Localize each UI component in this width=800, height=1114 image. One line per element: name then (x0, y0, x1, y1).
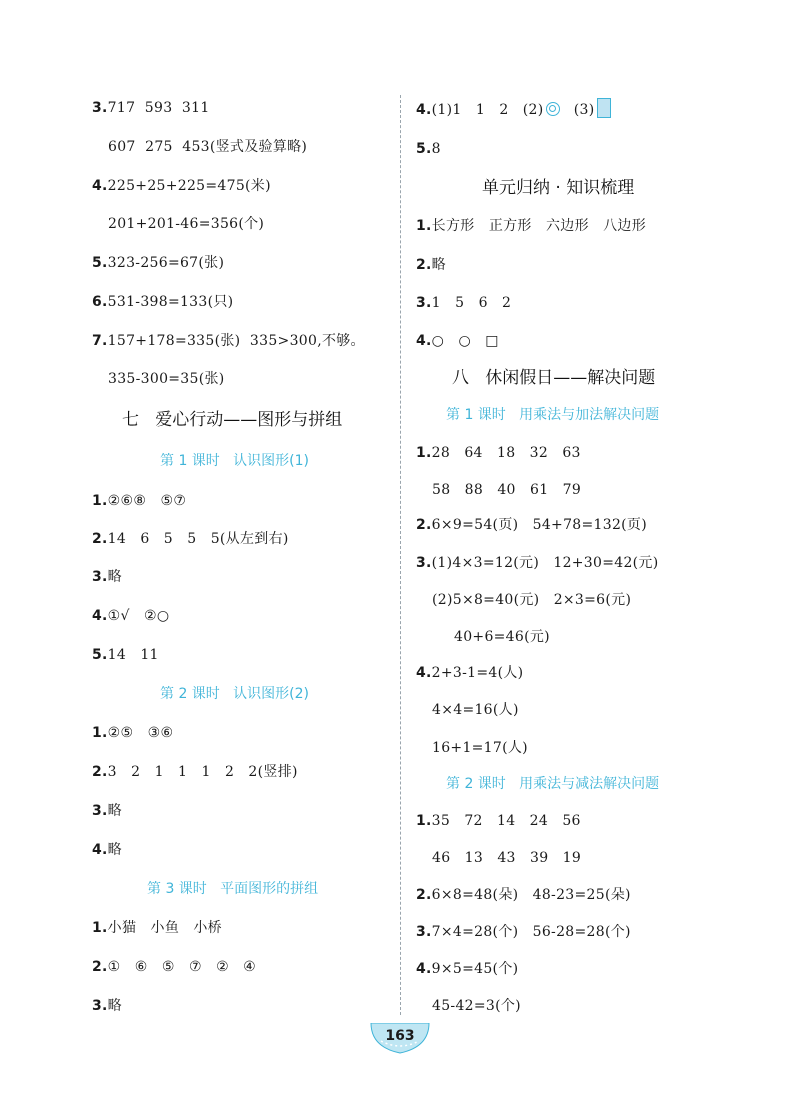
answer-line: 3.717 593 311 (92, 100, 210, 116)
answer-line: 58 88 40 61 79 (432, 482, 582, 498)
answer-line: 4.225+25+225=475(米) (92, 178, 271, 194)
answer-line: 2.6×9=54(页) 54+78=132(页) (416, 517, 647, 533)
answer-line: 16+1=17(人) (432, 740, 528, 756)
page-number-badge (367, 1023, 433, 1063)
answer-line: (2)5×8=40(元) 2×3=6(元) (432, 592, 632, 608)
answer-line: 1.②⑤ ③⑥ (92, 725, 174, 741)
answer-line: 4×4=16(人) (432, 702, 519, 718)
section-title: 单元归纳 · 知识梳理 (482, 178, 635, 198)
answer-line: 1.35 72 14 24 56 (416, 813, 581, 829)
answer-line: 6.531-398=133(只) (92, 294, 234, 310)
answer-line: 2.3 2 1 1 1 2 2(竖排) (92, 764, 298, 780)
answer-line: 4.①√ ②○ (92, 608, 170, 624)
lesson-title: 第 2 课时 认识图形(2) (160, 686, 309, 702)
concentric-circle-icon (546, 102, 560, 116)
column-divider (400, 95, 401, 1015)
lesson-title: 第 3 课时 平面图形的拼组 (147, 881, 319, 897)
answer-line: 2.① ⑥ ⑤ ⑦ ② ④ (92, 959, 257, 975)
answer-line: 5.8 (416, 141, 441, 157)
answer-line: 4.(1)1 1 2 (2) (3) (416, 98, 611, 120)
answer-line: 1.②⑥⑧ ⑤⑦ (92, 493, 187, 509)
answer-line: 2.略 (416, 257, 446, 273)
answer-line: 607 275 453(竖式及验算略) (108, 139, 308, 155)
lesson-title: 第 2 课时 用乘法与减法解决问题 (446, 776, 660, 792)
answer-line: 1.小猫 小鱼 小桥 (92, 920, 222, 936)
answer-line: 3.略 (92, 998, 122, 1014)
question-number: 3. (92, 100, 108, 116)
answer-line: 45-42=3(个) (432, 998, 521, 1014)
answer-line: 4.9×5=45(个) (416, 961, 519, 977)
answer-line: 2.14 6 5 5 5(从左到右) (92, 531, 289, 547)
chapter-title: 八 休闲假日——解决问题 (452, 368, 656, 388)
answer-line: 3.略 (92, 803, 122, 819)
answer-line: 40+6=46(元) (454, 629, 550, 645)
chapter-title: 七 爱心行动——图形与拼组 (122, 410, 343, 430)
lesson-title: 第 1 课时 用乘法与加法解决问题 (446, 407, 660, 423)
answer-line: 1.长方形 正方形 六边形 八边形 (416, 218, 647, 234)
answer-line: 46 13 43 39 19 (432, 850, 582, 866)
answer-line: 4.2+3-1=4(人) (416, 665, 524, 681)
rectangle-icon (597, 98, 611, 118)
answer-line: 5.14 11 (92, 647, 159, 663)
answer-line: 201+201-46=356(个) (108, 216, 265, 232)
answer-line: 3.1 5 6 2 (416, 295, 512, 311)
answer-line: 335-300=35(张) (108, 371, 225, 387)
answer-line: 2.6×8=48(朵) 48-23=25(朵) (416, 887, 631, 903)
page-number: 163 (385, 1028, 415, 1044)
answer-line: 3.(1)4×3=12(元) 12+30=42(元) (416, 555, 659, 571)
answer-line: 5.323-256=67(张) (92, 255, 225, 271)
answer-line: 7.157+178=335(张) 335>300,不够。 (92, 333, 365, 349)
answer-line: 4.略 (92, 842, 122, 858)
answer-line: 3.7×4=28(个) 56-28=28(个) (416, 924, 631, 940)
answer-line: 3.略 (92, 569, 122, 585)
answer-line: 1.28 64 18 32 63 (416, 445, 581, 461)
lesson-title: 第 1 课时 认识图形(1) (160, 453, 309, 469)
answer-line: 4.○ ○ □ (416, 333, 499, 349)
